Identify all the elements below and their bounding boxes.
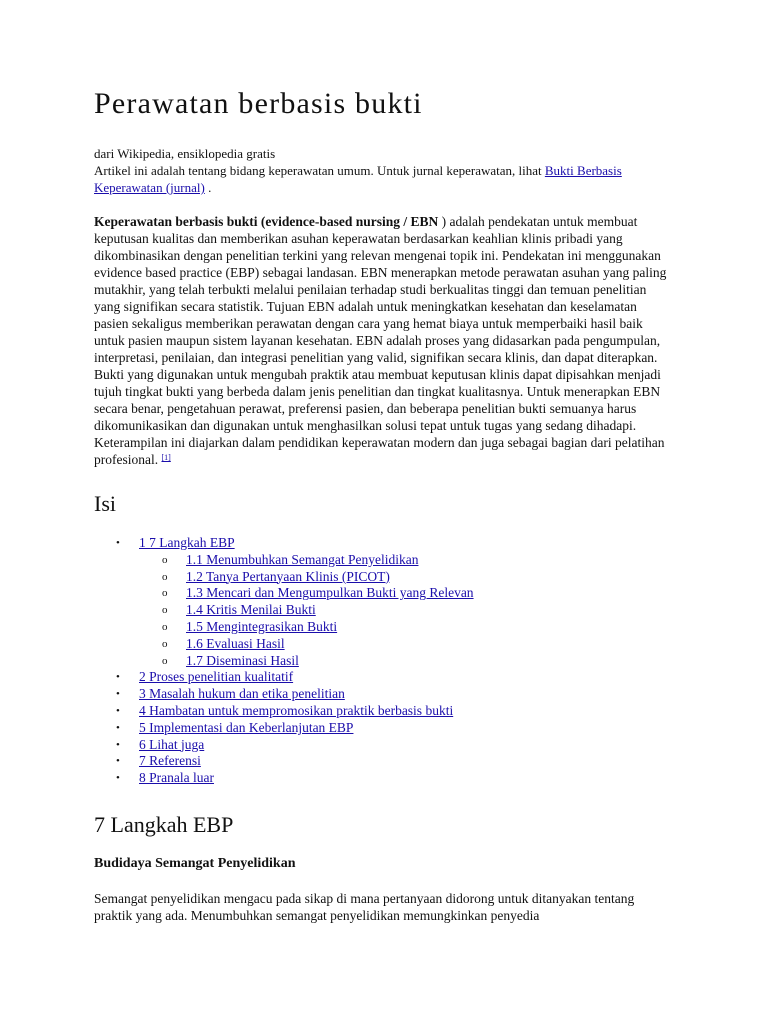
toc-link[interactable]: 1.3 Mencari dan Mengumpulkan Bukti yang Relevan xyxy=(186,585,474,601)
page-title: Perawatan berbasis bukti xyxy=(94,87,423,120)
reference-link[interactable]: [1] xyxy=(161,453,171,462)
toc-link[interactable]: 4 Hambatan untuk mempromosikan praktik berbasis bukti xyxy=(139,702,454,718)
bullet-icon: • xyxy=(116,755,120,768)
toc-link[interactable]: 5 Implementasi dan Keberlanjutan EBP xyxy=(139,719,354,735)
toc-subitem xyxy=(94,602,674,619)
section-heading: 7 Langkah EBP xyxy=(94,811,234,837)
circle-bullet-icon: o xyxy=(162,587,168,600)
toc-link[interactable]: 8 Pranala luar xyxy=(139,770,214,786)
hatnote-text: Artikel ini adalah tentang bidang keperawatan umum. Untuk jurnal keperawatan, lihat xyxy=(94,163,542,178)
toc-item xyxy=(94,770,674,787)
toc-subitem xyxy=(94,653,674,670)
toc-link[interactable]: 1.7 Diseminasi Hasil xyxy=(186,652,299,668)
toc-link[interactable]: 1 7 Langkah EBP xyxy=(139,535,235,550)
toc-link[interactable]: 1.1 Menumbuhkan Semangat Penyelidikan xyxy=(186,551,419,567)
toc-subitem xyxy=(94,569,674,586)
toc-link[interactable]: 1.2 Tanya Pertanyaan Klinis (PICOT) xyxy=(186,568,390,584)
circle-bullet-icon: o xyxy=(162,570,168,583)
toc-item xyxy=(94,686,674,703)
toc-link[interactable]: 6 Lihat juga xyxy=(139,736,205,752)
toc-subitem xyxy=(94,636,674,653)
table-of-contents xyxy=(94,535,674,787)
circle-bullet-icon: o xyxy=(162,620,168,633)
toc-link[interactable]: 3 Masalah hukum dan etika penelitian xyxy=(139,686,345,702)
article-page xyxy=(94,82,674,924)
toc-link[interactable]: 1.4 Kritis Menilai Bukti xyxy=(186,602,316,618)
circle-bullet-icon: o xyxy=(162,553,168,566)
lead-text: ) adalah pendekatan untuk membuat keputusan kualitas dan memberikan asuhan keperawatan berdasarkan keahlian klinis pribadi yang dikombinasikan dengan penelitian terkini yang relevan mengenai topik ini. Pendekatan ini menggunakan evidence based practice (EBP) sebagai landasan. EBN menerapkan metode perawatan asuhan yang paling mutakhir, yang telah terbukti melalui penilaian terhadap studi berkualitas tinggi dan temuan penelitian yang signifikan secara statistik. Tujuan EBN adalah untuk meningkatkan kesehatan dan keselamatan pasien sekaligus memberikan perawatan dengan cara yang hemat biaya untuk memperbaiki hasil baik untuk pasien maupun sistem layanan kesehatan. EBN adalah proses yang didasarkan pada pengumpulan, interpretasi, penilaian, dan integrasi penelitian yang valid, signifikan secara klinis, dan dapat diterapkan. Bukti yang digunakan untuk mengubah praktik atau membuat keputusan klinis dapat dipisahkan menjadi tujuh tingkat bukti yang berbeda dalam jenis penelitian dan tingkat kualitasnya. Untuk menerapkan EBN secara benar, pengetahuan perawat, preferensi pasien, dan beberapa penelitian bukti semuanya harus dikomunikasikan dan digunakan untuk menghasilkan solusi tepat untuk tugas yang sedang dihadapi. Keterampilan ini diajarkan dalam pendidikan keperawatan modern dan juga sebagai bagian dari pelatihan profesional. xyxy=(94,214,667,467)
toc-link[interactable]: 7 Referensi xyxy=(139,753,201,769)
toc-item xyxy=(94,737,674,754)
bullet-icon: • xyxy=(116,772,120,785)
hatnote-end: . xyxy=(208,180,212,195)
toc-heading: Isi xyxy=(94,491,116,516)
bullet-icon: • xyxy=(116,721,120,734)
source-line: dari Wikipedia, ensiklopedia gratis xyxy=(94,146,276,161)
lead-paragraph xyxy=(94,213,669,468)
subsection-heading: Budidaya Semangat Penyelidikan xyxy=(94,855,296,871)
toc-item xyxy=(94,703,674,720)
toc-item xyxy=(94,720,674,737)
lead-bold-term: Keperawatan berbasis bukti (evidence-based nursing / EBN xyxy=(94,214,439,229)
toc-subitem xyxy=(94,585,674,602)
bullet-icon: • xyxy=(116,688,120,701)
toc-link[interactable]: 2 Proses penelitian kualitatif xyxy=(139,669,294,685)
circle-bullet-icon: o xyxy=(162,604,168,617)
bullet-icon: • xyxy=(116,738,120,751)
toc-item xyxy=(94,753,674,770)
bullet-icon: • xyxy=(116,704,120,717)
toc-subitem xyxy=(94,619,674,636)
toc-link[interactable]: 1.5 Mengintegrasikan Bukti xyxy=(186,618,338,634)
bullet-icon: • xyxy=(116,671,120,684)
toc-subitem xyxy=(94,552,674,569)
bullet-icon: • xyxy=(116,537,120,549)
toc-link[interactable]: 1.6 Evaluasi Hasil xyxy=(186,635,285,651)
circle-bullet-icon: o xyxy=(162,654,168,667)
section-paragraph: Semangat penyelidikan mengacu pada sikap di mana pertanyaan didorong untuk ditanyakan tentang praktik yang ada. Menumbuhkan semangat penyelidikan memungkinkan penyedia xyxy=(94,890,635,923)
toc-item xyxy=(94,669,674,686)
hatnote-link[interactable]: Bukti Berbasis Keperawatan (jurnal) xyxy=(94,163,622,195)
toc-item xyxy=(94,535,674,552)
circle-bullet-icon: o xyxy=(162,637,168,650)
hatnote xyxy=(94,162,674,196)
